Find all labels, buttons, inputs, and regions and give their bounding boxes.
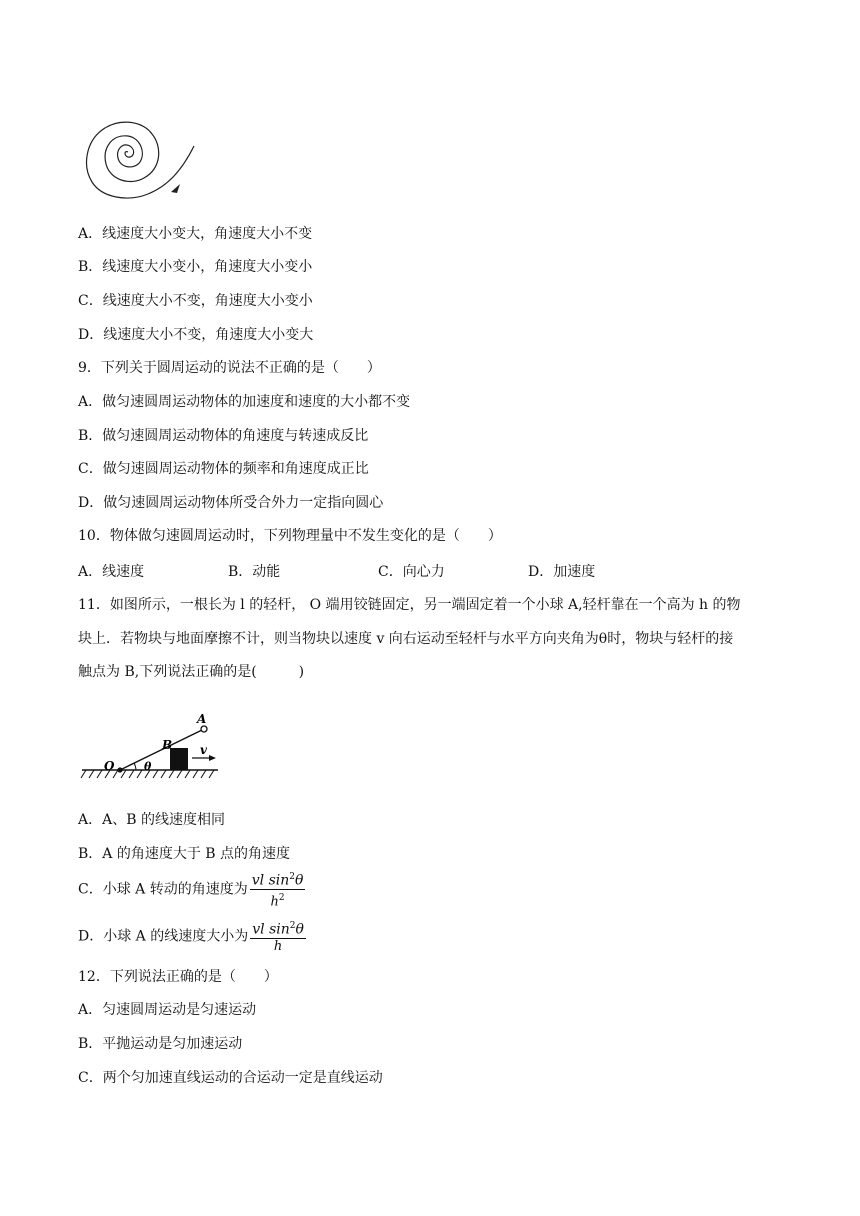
q10-stem: 10．物体做匀速圆周运动时，下列物理量中不发生变化的是（ ）: [78, 528, 502, 544]
d-den-text: h: [273, 938, 283, 954]
q9-option-a: A．做匀速圆周运动物体的加速度和速度的大小都不变: [78, 394, 411, 410]
light-rod: [120, 730, 202, 770]
q11-option-a: A．A、B 的线速度相同: [78, 812, 225, 828]
d-num-exp: 2: [289, 921, 296, 931]
q8-option-b: B．线速度大小变小，角速度大小变小: [78, 259, 313, 275]
q11-option-c-formula: [250, 869, 306, 910]
ball-a: [201, 726, 207, 732]
q8-option-a: A．线速度大小变大，角速度大小不变: [78, 226, 313, 242]
angle-arc: [134, 763, 136, 770]
q11-option-d-formula: [250, 918, 306, 955]
lever-block-figure: [78, 710, 228, 790]
q11-option-d: [78, 918, 306, 955]
q10-option-a: A．线速度: [78, 564, 145, 580]
c-den-text: h: [270, 893, 279, 909]
c-num-var: θ: [294, 872, 304, 889]
q12-stem: 12．下列说法正确的是（ ）: [78, 969, 278, 985]
q8-option-d: D．线速度大小不变，角速度大小变大: [78, 327, 314, 343]
q11-option-c: [78, 869, 305, 910]
pivot-o: [117, 767, 122, 772]
d-num-text: vl sin: [252, 921, 290, 938]
q11-stem-line-2: 块上．若物块与地面摩擦不计，则当物块以速度 v 向右运动至轻杆与水平方向夹角为θ时，物块与轻杆的接: [78, 631, 734, 647]
spiral-arrowhead: [171, 184, 180, 193]
q10-option-b: B．动能: [228, 564, 281, 580]
d-num-var: θ: [295, 921, 304, 938]
label-theta: θ: [144, 760, 152, 773]
q12-option-c: C．两个匀加速直线运动的合运动一定是直线运动: [78, 1070, 383, 1086]
q11-option-b: B．A 的角速度大于 B 点的角速度: [78, 846, 291, 862]
q12-option-a: A．匀速圆周运动是匀速运动: [78, 1002, 257, 1018]
q11-option-c-text: C．小球 A 转动的角速度为: [78, 881, 248, 898]
c-num-text: vl sin: [251, 872, 290, 889]
label-b: B: [162, 738, 173, 752]
spiral-figure: [78, 112, 202, 204]
q11-stem-line-3: 触点为 B,下列说法正确的是( ): [78, 664, 305, 680]
q11-option-d-text: D．小球 A 的线速度大小为: [78, 928, 249, 945]
q9-option-d: D．做匀速圆周运动物体所受合外力一定指向圆心: [78, 495, 384, 511]
q8-option-c: C．线速度大小不变，角速度大小变小: [78, 293, 313, 309]
velocity-arrowhead: [209, 755, 216, 761]
c-den-exp: 2: [278, 892, 285, 903]
label-a: A: [197, 712, 207, 726]
q9-option-b: B．做匀速圆周运动物体的角速度与转速成反比: [78, 428, 369, 444]
block: [170, 748, 188, 770]
q9-stem: 9．下列关于圆周运动的说法不正确的是（ ）: [78, 360, 381, 376]
c-num-exp: 2: [289, 872, 295, 882]
q10-option-c: C．向心力: [378, 564, 445, 580]
label-v: v: [200, 743, 207, 757]
q12-option-b: B．平抛运动是匀加速运动: [78, 1036, 243, 1052]
q10-option-d: D．加速度: [528, 564, 596, 580]
label-o: O: [104, 759, 115, 773]
q9-option-c: C．做匀速圆周运动物体的频率和角速度成正比: [78, 461, 369, 477]
q11-stem-line-1: 11．如图所示，一根长为 l 的轻杆， O 端用铰链固定，另一端固定着一个小球 A,轻杆靠在一个高为 h 的物: [78, 597, 741, 613]
